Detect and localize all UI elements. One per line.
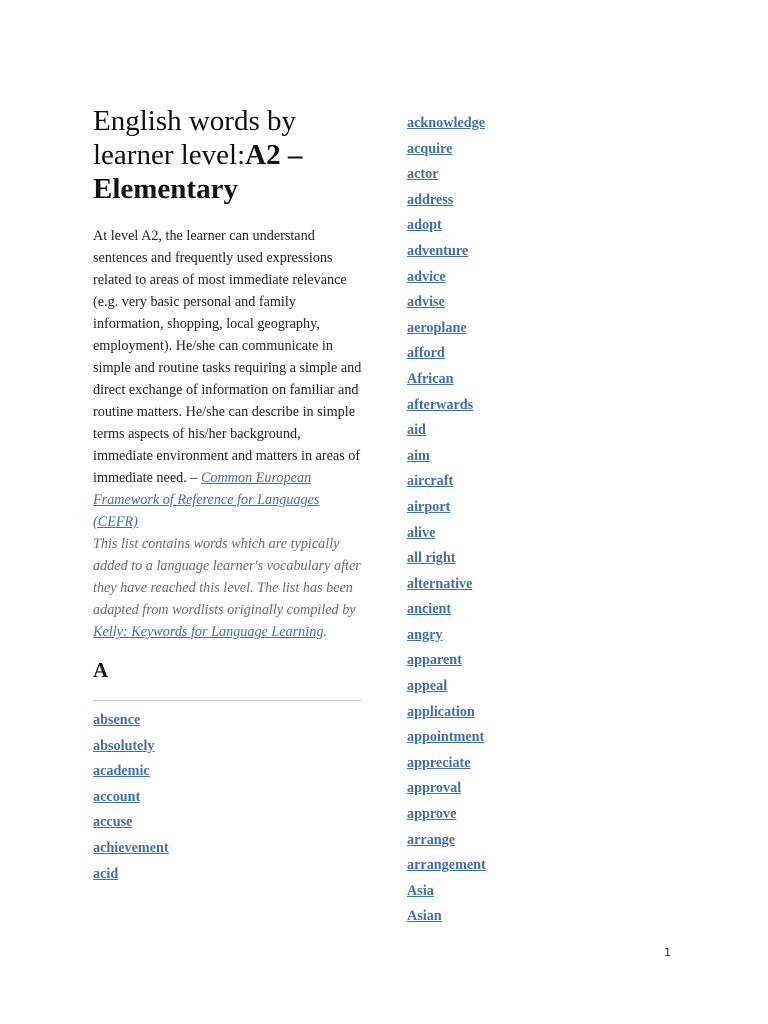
word-list-item: [407, 110, 607, 136]
word-link[interactable]: alternative: [407, 575, 473, 592]
word-list-item: [407, 212, 607, 238]
word-list-item: [407, 392, 607, 418]
word-list-item: [407, 366, 607, 392]
word-link[interactable]: advise: [407, 294, 445, 311]
word-list-item: [407, 622, 607, 648]
word-list-item: [407, 827, 607, 853]
word-list-item: [407, 801, 607, 827]
word-list-item: [407, 264, 607, 290]
word-link[interactable]: approve: [407, 806, 457, 823]
word-list-item: [407, 852, 607, 878]
word-link[interactable]: absolutely: [93, 737, 155, 754]
word-list-item: [407, 161, 607, 187]
word-link[interactable]: all right: [407, 550, 456, 567]
title-dash: –: [280, 139, 303, 171]
word-list-item: [407, 724, 607, 750]
level-description: [93, 225, 363, 533]
list-note-end: .: [323, 624, 327, 640]
word-link[interactable]: acquire: [407, 140, 453, 157]
word-link[interactable]: Asia: [407, 882, 434, 899]
word-list-item: [93, 861, 363, 887]
word-link[interactable]: accuse: [93, 814, 133, 831]
word-link[interactable]: academic: [93, 763, 150, 780]
word-list-item: [407, 417, 607, 443]
word-list-left: [93, 707, 363, 886]
word-list-item: [93, 809, 363, 835]
word-list-item: [407, 545, 607, 571]
word-list-item: [407, 443, 607, 469]
word-link[interactable]: ancient: [407, 601, 452, 618]
word-list-right: [407, 110, 607, 929]
word-link[interactable]: alive: [407, 524, 436, 541]
word-list-item: [407, 315, 607, 341]
word-link[interactable]: afford: [407, 345, 445, 362]
page-number: 1: [664, 946, 671, 959]
word-list-item: [407, 775, 607, 801]
word-link[interactable]: achievement: [93, 839, 169, 856]
word-link[interactable]: appointment: [407, 729, 485, 746]
word-list-item: [407, 699, 607, 725]
word-link[interactable]: actor: [407, 166, 439, 183]
word-link[interactable]: arrangement: [407, 857, 486, 874]
word-list-item: [407, 340, 607, 366]
word-list-item: [93, 758, 363, 784]
level-description-text: At level A2, the learner can understand sentences and frequently used expressions related to areas of most immediate relevance (e.g. very basic personal and family information, shopping, local geography, employment). He/she can communicate in simple and routine tasks requiring a simple and direct exchange of information on familiar and routine matters. He/she can describe in simple terms aspects of his/her background, immediate environment and matters in areas of immediate need. –: [93, 228, 362, 486]
word-link[interactable]: aim: [407, 447, 430, 464]
word-link[interactable]: aeroplane: [407, 319, 467, 336]
word-list-item: [407, 673, 607, 699]
section-divider: [93, 700, 361, 701]
title-level: A2: [245, 139, 281, 171]
word-link[interactable]: African: [407, 370, 454, 387]
word-list-item: [407, 238, 607, 264]
word-list-item: [407, 903, 607, 929]
page-title: [93, 104, 363, 206]
word-link[interactable]: address: [407, 191, 454, 208]
word-link[interactable]: acknowledge: [407, 115, 486, 131]
word-link[interactable]: arrange: [407, 831, 456, 848]
word-link[interactable]: aircraft: [407, 473, 454, 490]
word-link[interactable]: account: [93, 788, 141, 805]
kelly-link[interactable]: Kelly: Keywords for Language Learning: [93, 624, 324, 640]
word-link[interactable]: acid: [93, 865, 119, 882]
word-link[interactable]: angry: [407, 626, 443, 643]
word-link[interactable]: appeal: [407, 678, 448, 695]
word-list-item: [407, 468, 607, 494]
left-column: [93, 104, 363, 886]
word-list-item: [93, 707, 363, 733]
word-list-item: [407, 136, 607, 162]
word-list-item: [407, 494, 607, 520]
word-list-item: [407, 289, 607, 315]
cefr-link[interactable]: Common European Framework of Reference for Languages (CEFR): [93, 470, 320, 530]
word-list-item: [407, 878, 607, 904]
word-link[interactable]: advice: [407, 268, 446, 285]
word-list-item: [407, 520, 607, 546]
word-list-item: [407, 596, 607, 622]
word-link[interactable]: adopt: [407, 217, 442, 234]
word-list-item: [93, 835, 363, 861]
word-list-item: [407, 647, 607, 673]
word-link[interactable]: adventure: [407, 242, 469, 259]
list-note-text: This list contains words which are typically added to a language learner's vocabulary after they have reached this level. The list has been adapted from wordlists originally compiled by: [93, 536, 361, 618]
title-level-name: Elementary: [93, 173, 238, 205]
word-list-item: [93, 784, 363, 810]
word-list-item: [407, 571, 607, 597]
title-prefix: English words by learner level:: [93, 105, 296, 171]
word-link[interactable]: aid: [407, 422, 426, 439]
word-link[interactable]: application: [407, 703, 475, 720]
word-link[interactable]: afterwards: [407, 396, 474, 413]
word-link[interactable]: apparent: [407, 652, 462, 669]
word-link[interactable]: appreciate: [407, 754, 471, 771]
word-link[interactable]: approval: [407, 780, 462, 797]
word-link[interactable]: Asian: [407, 908, 442, 925]
word-list-item: [93, 733, 363, 759]
list-note: [93, 533, 363, 643]
section-heading-a: A: [93, 658, 109, 682]
word-list-item: [407, 750, 607, 776]
word-link[interactable]: absence: [93, 712, 141, 728]
word-link[interactable]: airport: [407, 498, 451, 515]
word-list-item: [407, 187, 607, 213]
right-column: [407, 110, 607, 929]
